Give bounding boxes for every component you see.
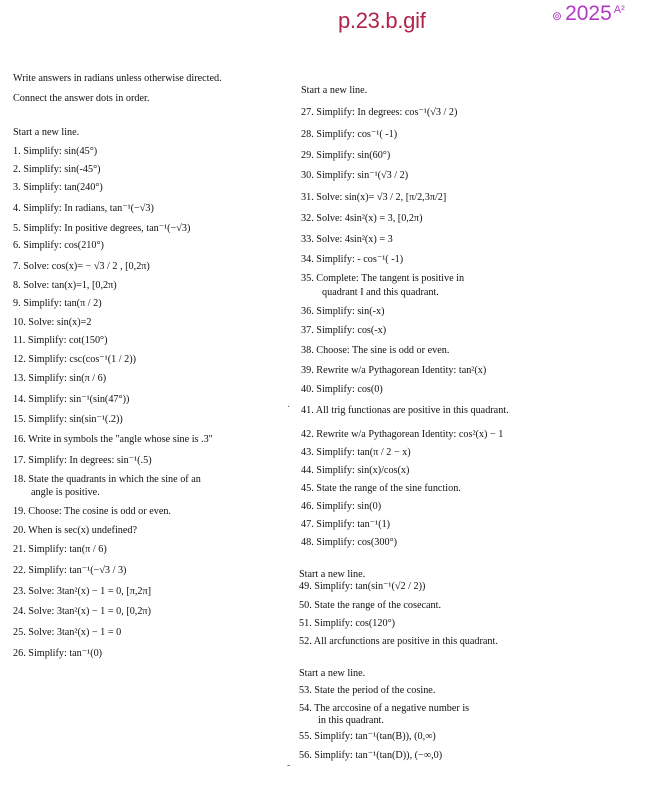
problem-item: 36. Simplify: sin(-x) (301, 306, 385, 317)
problem-item: 27. Simplify: In degrees: cos⁻¹(√3 / 2) (301, 107, 458, 118)
problem-item: 15. Simplify: sin(sin⁻¹(.2)) (13, 414, 123, 425)
problem-item: 49. Simplify: tan(sin⁻¹(√2 / 2)) (299, 581, 426, 592)
problem-item: 22. Simplify: tan⁻¹(−√3 / 3) (13, 565, 127, 576)
problem-item: 12. Simplify: csc(cos⁻¹(1 / 2)) (13, 354, 137, 365)
page-title: p.23.b.gif (338, 8, 426, 33)
problem-item: 42. Rewrite w/a Pythagorean Identity: cos²(x) − 1 (301, 429, 504, 440)
year-suffix: A² (613, 4, 625, 16)
problem-item: 1. Simplify: sin(45°) (13, 146, 98, 157)
problem-item: 2. Simplify: sin(-45°) (13, 164, 101, 175)
problem-item: 45. State the range of the sine function. (301, 483, 461, 494)
problem-item: 38. Choose: The sine is odd or even. (301, 345, 450, 356)
problem-item: 43. Simplify: tan(π / 2 − x) (301, 447, 411, 458)
problem-item: 46. Simplify: sin(0) (301, 501, 382, 512)
problem-item: 32. Solve: 4sin²(x) = 3, [0,2π) (301, 213, 423, 224)
problem-item: 8. Solve: tan(x)=1, [0,2π) (13, 280, 117, 291)
problem-item: 5. Simplify: In positive degrees, tan⁻¹(−√3) (13, 223, 191, 234)
problem-item: 30. Simplify: sin⁻¹(√3 / 2) (301, 170, 409, 181)
problem-item-continuation: in this quadrant. (318, 715, 384, 726)
problem-item: 37. Simplify: cos(-x) (301, 325, 387, 336)
problem-item: 48. Simplify: cos(300°) (301, 537, 398, 548)
problem-item: 3. Simplify: tan(240°) (13, 182, 103, 193)
problem-item: 28. Simplify: cos⁻¹( -1) (301, 129, 398, 140)
section-heading: Start a new line. (13, 127, 80, 138)
problem-item: 29. Simplify: sin(60°) (301, 150, 391, 161)
problem-item: 9. Simplify: tan(π / 2) (13, 298, 102, 309)
problem-item: 6. Simplify: cos(210°) (13, 240, 104, 251)
problem-item: 51. Simplify: cos(120°) (299, 618, 396, 629)
problem-item: 7. Solve: cos(x)= − √3 / 2 , [0,2π) (13, 261, 150, 272)
problem-item: 10. Solve: sin(x)=2 (13, 317, 92, 328)
problem-item: 47. Simplify: tan⁻¹(1) (301, 519, 391, 530)
instruction-line: Write answers in radians unless otherwise directed. (13, 73, 222, 84)
problem-item: 24. Solve: 3tan²(x) − 1 = 0, [0,2π) (13, 606, 151, 617)
problem-item: 25. Solve: 3tan²(x) − 1 = 0 (13, 627, 122, 638)
section-heading: Start a new line. (299, 668, 366, 679)
instruction-line: Connect the answer dots in order. (13, 93, 150, 104)
section-heading: Start a new line. (299, 569, 366, 580)
problem-item: 40. Simplify: cos(0) (301, 384, 383, 395)
problem-item: 26. Simplify: tan⁻¹(0) (13, 648, 103, 659)
margin-mark: - (287, 760, 291, 771)
problem-item: 34. Simplify: - cos⁻¹( -1) (301, 254, 404, 265)
problem-item: 13. Simplify: sin(π / 6) (13, 373, 107, 384)
problem-item: 44. Simplify: sin(x)/cos(x) (301, 465, 410, 476)
problem-item: 21. Simplify: tan(π / 6) (13, 544, 107, 555)
problem-item: 56. Simplify: tan⁻¹(tan(D)), (−∞,0) (299, 750, 443, 761)
problem-item: 53. State the period of the cosine. (299, 685, 436, 696)
problem-item: 11. Simplify: cot(150°) (13, 335, 108, 346)
copyright-icon: ⊚ (552, 9, 563, 23)
problem-item: 31. Solve: sin(x)= √3 / 2, [π/2,3π/2] (301, 192, 447, 203)
problem-item: 33. Solve: 4sin²(x) = 3 (301, 234, 393, 245)
problem-item: 50. State the range of the cosecant. (299, 600, 442, 611)
problem-item: 52. All arcfunctions are positive in this quadrant. (299, 636, 498, 647)
problem-item: 41. All trig functionas are positive in this quadrant. (301, 405, 509, 416)
problem-item: 20. When is sec(x) undefined? (13, 525, 138, 536)
problem-item: 23. Solve: 3tan²(x) − 1 = 0, [π,2π] (13, 586, 152, 597)
problem-item-continuation: quadrant I and this quadrant. (322, 287, 439, 298)
problem-item: 16. Write in symbols the "angle whose sine is .3" (13, 434, 213, 445)
problem-item: 55. Simplify: tan⁻¹(tan(B)), (0,∞) (299, 731, 436, 742)
problem-item: 39. Rewrite w/a Pythagorean Identity: tan²(x) (301, 365, 487, 376)
problem-item: 54. The arccosine of a negative number is (299, 703, 470, 714)
year-text: 2025 (565, 2, 612, 25)
problem-item: 35. Complete: The tangent is positive in (301, 273, 465, 284)
problem-item: 19. Choose: The cosine is odd or even. (13, 506, 171, 517)
section-heading: Start a new line. (301, 85, 368, 96)
problem-item-continuation: angle is positive. (31, 487, 100, 498)
margin-mark: · (287, 402, 291, 413)
problem-item: 4. Simplify: In radians, tan⁻¹(−√3) (13, 203, 154, 214)
problem-item: 17. Simplify: In degrees: sin⁻¹(.5) (13, 455, 152, 466)
copyright-year (552, 2, 625, 26)
problem-item: 18. State the quadrants in which the sine of an (13, 474, 201, 485)
problem-item: 14. Simplify: sin⁻¹(sin(47°)) (13, 394, 130, 405)
